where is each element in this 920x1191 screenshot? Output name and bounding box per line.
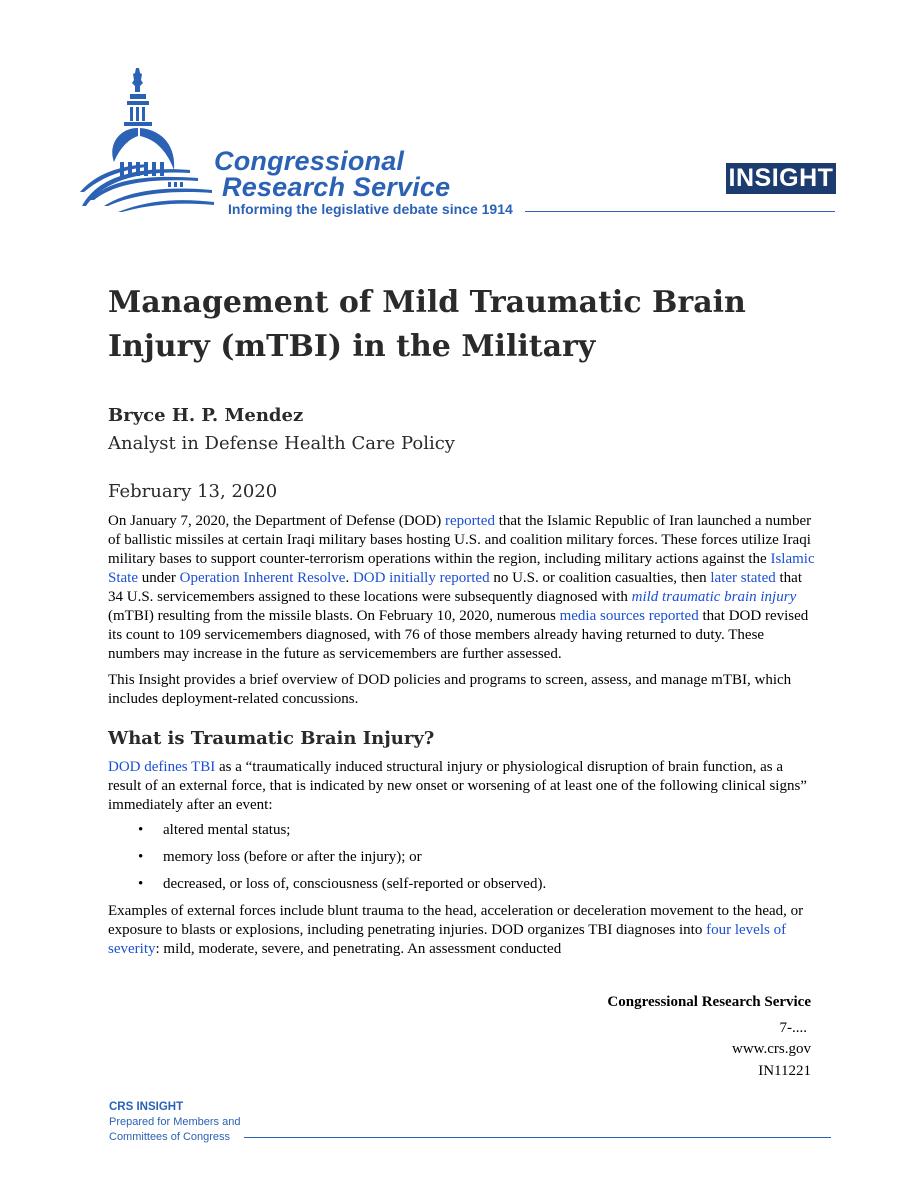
text-run: that the Islamic Republic of Iran launched a number of ballistic missiles at certain Iraqi military bases hosting U.S. and coalition military forces. These forces utilize Iraqi military bases to support counter-terrorism operations within the region, including military actions against the — [108, 513, 812, 567]
capitol-dome-icon — [78, 66, 218, 216]
document-title: Management of Mild Traumatic Brain Injury (mTBI) in the Military — [108, 285, 746, 364]
link-dod-initially-reported[interactable]: DOD initially reported — [352, 570, 490, 586]
list-item — [108, 821, 818, 840]
document-body — [108, 512, 818, 966]
link-reported[interactable]: reported — [444, 513, 495, 529]
org-name-line1: Congressional — [214, 146, 405, 176]
link-dod-defines-tbi[interactable]: DOD defines TBI — [108, 759, 216, 775]
bullet-marker: • — [138, 822, 144, 838]
page-footer — [560, 993, 811, 1081]
footer-website[interactable]: www.crs.gov — [731, 1041, 811, 1057]
text-run: Examples of external forces include blunt trauma to the head, acceleration or deceleration movement to the head, or exposure to blasts or explosions, including penetrating injuries. DOD organizes TBI diagnoses into — [108, 903, 804, 938]
bottom-label-title: CRS INSIGHT — [109, 1101, 184, 1113]
text-run: (mTBI) resulting from the missile blasts. On February 10, 2020, numerous — [108, 608, 560, 624]
tagline-rule — [525, 211, 835, 212]
link-islamic-state[interactable]: Islamic State — [108, 551, 815, 586]
paragraph-overview: This Insight provides a brief overview of DOD policies and programs to screen, assess, and manage mTBI, which includes deployment-related concussions. — [108, 672, 792, 707]
text-run: : mild, moderate, severe, and penetrating. An assessment conducted — [155, 941, 562, 957]
publication-date: February 13, 2020 — [108, 481, 278, 502]
list-item — [108, 848, 818, 867]
link-four-levels-of-severity[interactable]: four levels of severity — [108, 922, 787, 957]
link-media-sources-reported[interactable]: media sources reported — [559, 608, 699, 624]
link-mild-traumatic-brain-injury[interactable]: mild traumatic brain injury — [631, 589, 797, 605]
link-later-stated[interactable]: later stated — [710, 570, 776, 586]
page-number: 7-.... — [779, 1020, 807, 1036]
bullet-marker: • — [138, 849, 144, 865]
bullet-marker: • — [138, 876, 144, 892]
author-name: Bryce H. P. Mendez — [108, 405, 304, 426]
text-run: no U.S. or coalition casualties, then — [489, 570, 711, 586]
bottom-label-line3: Committees of Congress — [109, 1131, 231, 1143]
clinical-signs-list — [108, 821, 818, 894]
text-run: On January 7, 2020, the Department of Defense (DOD) — [108, 513, 445, 529]
bottom-label — [109, 1100, 240, 1145]
list-item — [108, 875, 818, 894]
list-item-text: memory loss (before or after the injury); or — [163, 849, 422, 865]
footer-org: Congressional Research Service — [607, 994, 811, 1010]
text-run: as a “traumatically induced structural injury or physiological disruption of brain function, as a result of an external force, that is indicated by new onset or worsening of at least one of the following clinical signs” immediately after an event: — [108, 759, 807, 813]
list-item-text: decreased, or loss of, consciousness (self-reported or observed). — [163, 876, 547, 892]
paragraph-definition — [108, 758, 818, 815]
list-item-text: altered mental status; — [163, 822, 291, 838]
text-run: that 34 U.S. servicemembers assigned to these locations were subsequently diagnosed with — [108, 570, 803, 605]
section-heading: What is Traumatic Brain Injury? — [108, 728, 435, 749]
bottom-rule — [244, 1137, 831, 1138]
text-run: . — [345, 570, 353, 586]
text-run: under — [138, 570, 180, 586]
paragraph-external-forces — [108, 902, 818, 959]
org-tagline: Informing the legislative debate since 1914 — [228, 201, 513, 217]
text-run: that DOD revised its count to 109 servicemembers diagnosed, with 76 of those members already having returned to duty. These numbers may increase in the future as servicemembers are further assessed. — [108, 608, 809, 662]
bottom-label-line2: Prepared for Members and — [109, 1116, 241, 1128]
paragraph-intro — [108, 512, 818, 664]
insight-badge: INSIGHT — [726, 163, 836, 194]
author-title: Analyst in Defense Health Care Policy — [108, 433, 455, 454]
org-name-line2: Research Service — [222, 172, 451, 202]
link-operation-inherent-resolve[interactable]: Operation Inherent Resolve — [179, 570, 346, 586]
document-id: IN11221 — [758, 1063, 811, 1079]
